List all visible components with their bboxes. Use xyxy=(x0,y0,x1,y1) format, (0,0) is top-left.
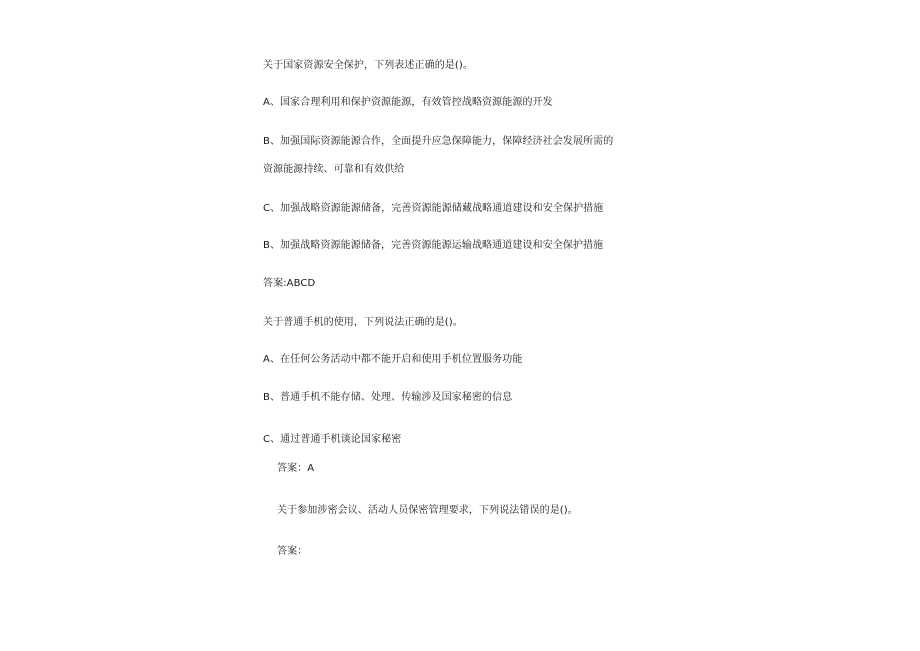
question-1-option-d: B、加强战略资源能源储备，完善资源能源运输战略通道建设和安全保护措施 xyxy=(263,240,604,251)
question-3-stem: 关于参加涉密会议、活动人员保密管理要求，下列说法错误的是()。 xyxy=(277,505,578,516)
question-1-option-b: B、加强国际资源能源合作，全面提升应急保障能力，保障经济社会发展所需的 xyxy=(263,136,614,147)
question-2-option-b: B、普通手机不能存储、处理、传输涉及国家秘密的信息 xyxy=(263,392,513,403)
question-2-option-a: A、在任何公务活动中都不能开启和使用手机位置服务功能 xyxy=(263,354,523,365)
question-1-option-b-cont: 资源能源持续、可靠和有效供给 xyxy=(263,164,405,175)
question-1-stem: 关于国家资源安全保护，下列表述正确的是()。 xyxy=(263,60,474,71)
question-2-option-c: C、通过普通手机谈论国家秘密 xyxy=(263,434,402,445)
question-1-answer: 答案:ABCD xyxy=(263,278,316,289)
question-3-answer: 答案： xyxy=(277,546,308,557)
question-2-answer: 答案：A xyxy=(277,463,315,474)
question-1-option-c: C、加强战略资源能源储备，完善资源能源储藏战略通道建设和安全保护措施 xyxy=(263,203,604,214)
question-2-stem: 关于普通手机的使用，下列说法正确的是()。 xyxy=(263,317,463,328)
question-1-option-a: A、国家合理利用和保护资源能源，有效管控战略资源能源的开发 xyxy=(263,97,553,108)
